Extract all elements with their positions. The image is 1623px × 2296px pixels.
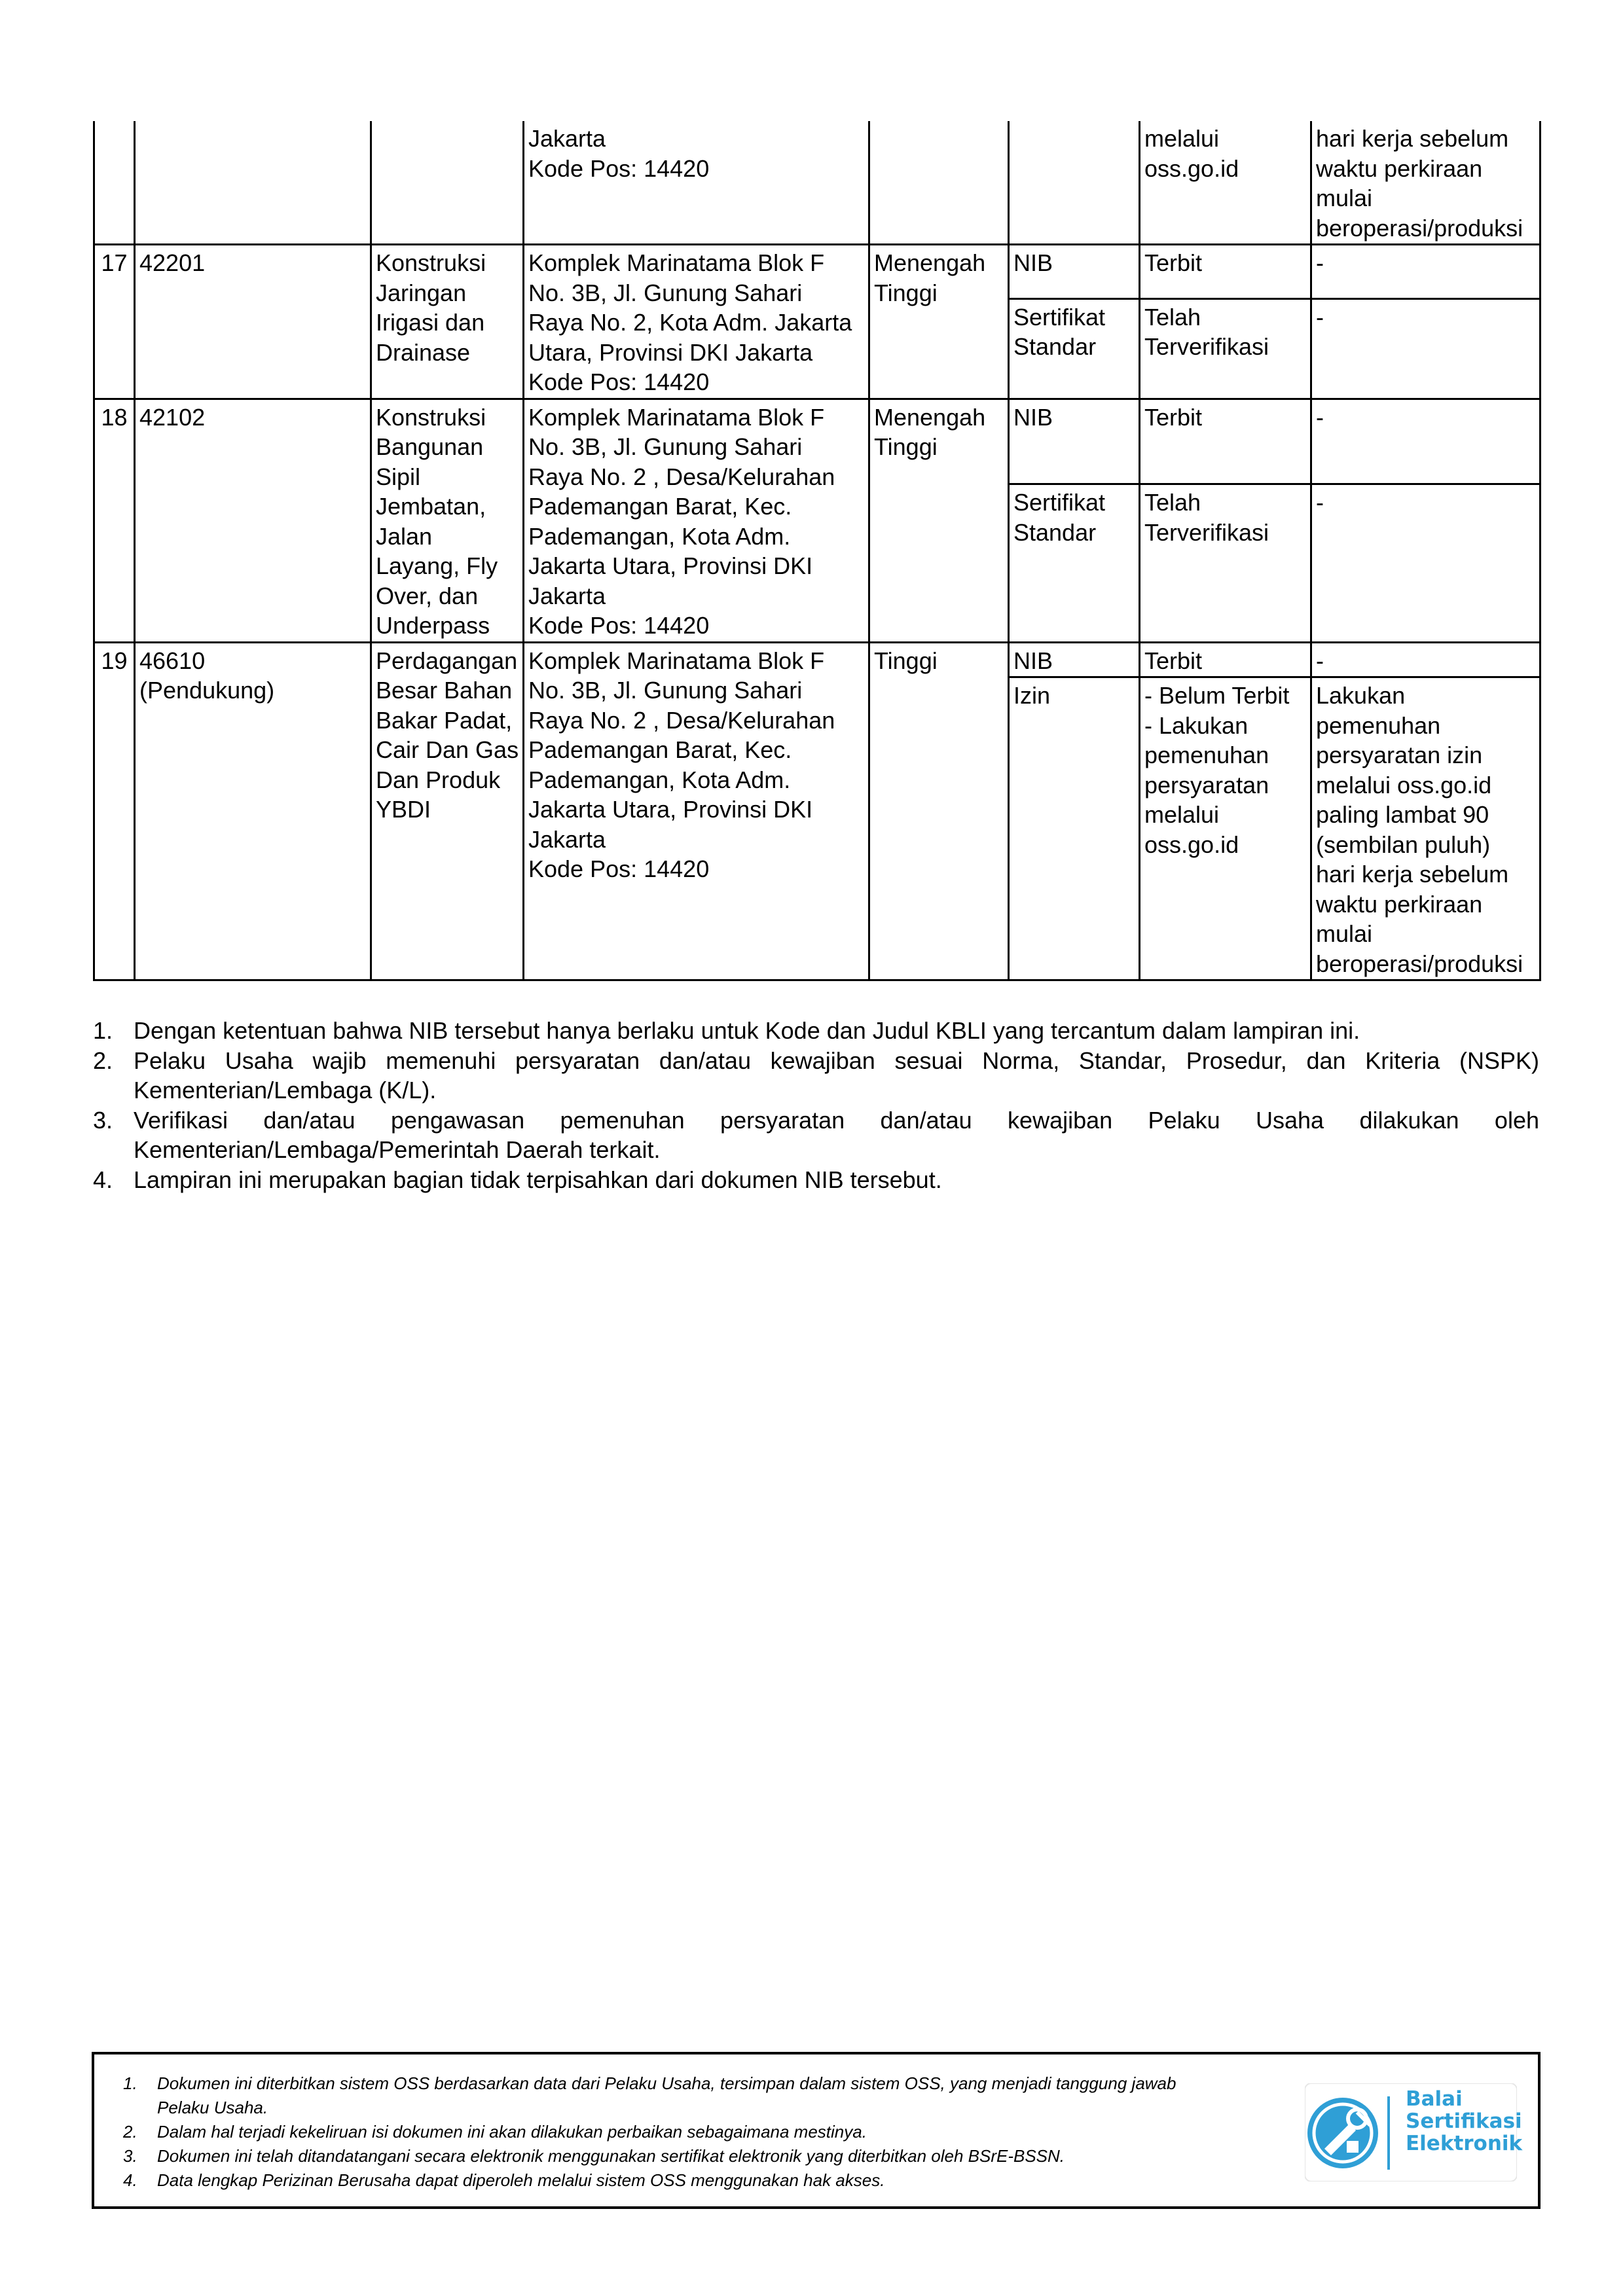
table-row	[94, 121, 1541, 245]
keterangan-cell-line: -	[1316, 303, 1324, 331]
status-cell	[1140, 677, 1311, 980]
alamat-cell-line: No. 3B, Jl. Gunung Sahari	[528, 279, 803, 306]
judul-kbli-cell	[371, 642, 524, 980]
no-cell: 17	[94, 245, 135, 399]
jenis-perizinan-cell	[1009, 399, 1140, 484]
judul-kbli-cell-line: Besar Bahan	[376, 677, 513, 704]
keterangan-cell-line: Lakukan	[1316, 682, 1406, 709]
jenis-perizinan-cell	[1009, 245, 1140, 299]
keterangan-cell-line: hari kerja sebelum	[1316, 125, 1509, 152]
note-text: Pelaku Usaha wajib memenuhi persyaratan dan/atau kewajiban sesuai Norma, Standar, Prosedur, dan Kriteria (NSPK) Kementerian/Lembaga (K/L).	[134, 1047, 1539, 1103]
alamat-cell-line: Kode Pos: 14420	[528, 154, 710, 182]
jenis-perizinan-cell-line: Standar	[1013, 518, 1097, 546]
notes-list	[93, 1016, 1539, 1194]
jenis-perizinan-cell	[1009, 121, 1140, 245]
judul-kbli-cell-line: Bangunan	[376, 433, 484, 460]
note-text: Dengan ketentuan bahwa NIB tersebut hanya berlaku untuk Kode dan Judul KBLI yang tercantum dalam lampiran ini.	[134, 1017, 1360, 1044]
kode-kbli-cell-line: (Pendukung)	[139, 677, 275, 704]
judul-kbli-cell-line: Konstruksi	[376, 249, 486, 276]
alamat-cell	[524, 245, 869, 399]
bsre-certificate-icon	[1307, 2098, 1378, 2168]
jenis-perizinan-cell	[1009, 298, 1140, 399]
keterangan-cell	[1311, 298, 1541, 399]
alamat-cell-line: Komplek Marinatama Blok F	[528, 249, 825, 276]
status-cell-line: Terbit	[1144, 249, 1203, 276]
alamat-cell-line: Jakarta	[528, 825, 606, 853]
kode-kbli-cell-line: 42102	[139, 403, 206, 431]
keterangan-cell-line: mulai	[1316, 185, 1373, 211]
status-cell-line: melalui	[1144, 125, 1220, 152]
jenis-perizinan-cell	[1009, 484, 1140, 643]
status-cell	[1140, 245, 1311, 299]
status-cell-line: - Lakukan	[1144, 711, 1249, 739]
note-number: 3.	[93, 1106, 113, 1134]
alamat-cell-line: Jakarta	[528, 582, 606, 609]
jenis-perizinan-cell	[1009, 677, 1140, 980]
judul-kbli-cell-line: Sipil	[376, 463, 421, 490]
footer-item-number: 4.	[123, 2170, 137, 2190]
note-item	[93, 1016, 1539, 1046]
status-cell-line: Telah	[1144, 303, 1201, 331]
judul-kbli-cell-line: YBDI	[376, 796, 431, 823]
alamat-cell-line: Kode Pos: 14420	[528, 612, 710, 639]
table-row	[94, 245, 1541, 299]
footer-item-number: 1.	[123, 2073, 137, 2093]
keterangan-cell-line: waktu perkiraan	[1316, 890, 1483, 918]
logo-text-line: Elektronik	[1406, 2132, 1523, 2155]
alamat-cell-line: No. 3B, Jl. Gunung Sahari	[528, 677, 803, 704]
keterangan-cell	[1311, 399, 1541, 484]
table-row	[94, 399, 1541, 484]
table-row	[94, 642, 1541, 677]
jenis-perizinan-cell	[1009, 642, 1140, 677]
keterangan-cell-line: mulai	[1316, 920, 1373, 947]
status-cell-line: pemenuhan	[1144, 742, 1269, 768]
note-item	[93, 1165, 1539, 1195]
alamat-cell-line: Kode Pos: 14420	[528, 855, 710, 882]
risiko-cell	[869, 245, 1009, 399]
alamat-cell-line: Komplek Marinatama Blok F	[528, 403, 825, 431]
judul-kbli-cell-line: Irigasi dan	[376, 309, 485, 336]
footer-item	[109, 2120, 1412, 2144]
footer-item	[109, 2072, 1412, 2120]
status-cell	[1140, 399, 1311, 484]
alamat-cell-line: Raya No. 2 , Desa/Kelurahan	[528, 706, 835, 734]
status-cell-line: Terbit	[1144, 647, 1203, 674]
keterangan-cell	[1311, 121, 1541, 245]
footer-item-text: Data lengkap Perizinan Berusaha dapat diperoleh melalui sistem OSS menggunakan hak akses.	[157, 2170, 885, 2190]
status-cell	[1140, 298, 1311, 399]
keterangan-cell-line: beroperasi/produksi	[1316, 950, 1523, 977]
note-text: Lampiran ini merupakan bagian tidak terpisahkan dari dokumen NIB tersebut.	[134, 1166, 942, 1193]
status-cell-line: Terverifikasi	[1144, 333, 1269, 361]
logo-text-line: Sertifikasi	[1406, 2109, 1522, 2133]
keterangan-cell	[1311, 677, 1541, 980]
note-number: 4.	[93, 1166, 113, 1193]
alamat-cell-line: Jakarta Utara, Provinsi DKI	[528, 796, 813, 823]
judul-kbli-cell-line: Konstruksi	[376, 403, 486, 431]
risiko-cell-line: Menengah	[874, 249, 986, 276]
keterangan-cell-line: hari kerja sebelum	[1316, 861, 1509, 888]
alamat-cell-line: Jakarta	[528, 125, 606, 152]
judul-kbli-cell-line: Bakar Padat,	[376, 706, 513, 734]
judul-kbli-cell-line: Over, dan	[376, 582, 479, 609]
jenis-perizinan-cell-line: NIB	[1013, 647, 1053, 674]
keterangan-cell-line: -	[1316, 403, 1324, 431]
kode-kbli-cell	[135, 245, 371, 399]
footer-item-text: Pelaku Usaha.	[157, 2098, 268, 2117]
footer-item	[109, 2144, 1412, 2168]
judul-kbli-cell-line: Drainase	[376, 338, 471, 366]
note-item	[93, 1046, 1539, 1105]
footer-item-text: Dalam hal terjadi kekeliruan isi dokumen ini akan dilakukan perbaikan sebagaimana mestinya.	[157, 2122, 867, 2142]
judul-kbli-cell-line: Jalan	[376, 522, 433, 550]
status-cell-line: oss.go.id	[1144, 154, 1239, 182]
judul-kbli-cell-line: Cair Dan Gas	[376, 736, 519, 763]
kode-kbli-cell	[135, 399, 371, 642]
status-cell-line: - Belum Terbit	[1144, 682, 1290, 709]
judul-kbli-cell-line: Jembatan,	[376, 493, 486, 520]
status-cell-line: Telah	[1144, 489, 1201, 516]
alamat-cell-line: Komplek Marinatama Blok F	[528, 647, 825, 674]
risiko-cell-line: Menengah	[874, 403, 986, 431]
status-cell-line: oss.go.id	[1144, 831, 1239, 858]
kode-kbli-cell-line: 42201	[139, 249, 206, 276]
alamat-cell-line: Pademangan Barat, Kec.	[528, 736, 792, 763]
status-cell-line: persyaratan	[1144, 771, 1269, 798]
judul-kbli-cell-line: Underpass	[376, 612, 490, 639]
judul-kbli-cell-line: Jaringan	[376, 279, 467, 306]
note-item	[93, 1105, 1539, 1165]
footer-item-number: 3.	[123, 2146, 137, 2166]
keterangan-cell-line: persyaratan izin	[1316, 742, 1483, 768]
alamat-cell-line: Utara, Provinsi DKI Jakarta	[528, 338, 813, 366]
footer-item-text: Dokumen ini telah ditandatangani secara elektronik menggunakan sertifikat elektronik yang diterbitkan oleh BSrE-BSSN.	[157, 2146, 1065, 2166]
judul-kbli-cell-line: Perdagangan	[376, 647, 518, 674]
keterangan-cell-line: pemenuhan	[1316, 711, 1441, 739]
keterangan-cell-line: -	[1316, 249, 1324, 276]
footer-item	[109, 2168, 1412, 2193]
alamat-cell-line: Jakarta Utara, Provinsi DKI	[528, 552, 813, 579]
kode-kbli-cell	[135, 121, 371, 245]
status-cell	[1140, 121, 1311, 245]
keterangan-cell-line: (sembilan puluh)	[1316, 831, 1491, 858]
note-text: Verifikasi dan/atau pengawasan pemenuhan persyaratan dan/atau kewajiban Pelaku Usaha dilakukan oleh Kementerian/Lembaga/Pemerintah Daerah terkait.	[134, 1106, 1539, 1163]
keterangan-cell	[1311, 484, 1541, 643]
footer-box	[92, 2052, 1541, 2209]
alamat-cell-line: Pademangan Barat, Kec.	[528, 493, 792, 520]
keterangan-cell	[1311, 245, 1541, 299]
jenis-perizinan-cell-line: Sertifikat	[1013, 489, 1106, 516]
jenis-perizinan-cell-line: Sertifikat	[1013, 303, 1106, 331]
jenis-perizinan-cell-line: NIB	[1013, 249, 1053, 276]
risiko-cell-line: Tinggi	[874, 279, 938, 306]
alamat-cell-line: Raya No. 2, Kota Adm. Jakarta	[528, 309, 852, 336]
alamat-cell	[524, 121, 869, 245]
alamat-cell-line: Pademangan, Kota Adm.	[528, 522, 791, 550]
risiko-cell-line: Tinggi	[874, 433, 938, 460]
judul-kbli-cell	[371, 121, 524, 245]
bsre-logo-text	[1406, 2088, 1522, 2155]
alamat-cell	[524, 399, 869, 642]
footer-item-text: Dokumen ini diterbitkan sistem OSS berdasarkan data dari Pelaku Usaha, tersimpan dalam sistem OSS, yang menjadi tanggung jawab	[157, 2073, 1176, 2093]
alamat-cell-line: Raya No. 2 , Desa/Kelurahan	[528, 463, 835, 490]
no-cell: 19	[94, 642, 135, 980]
keterangan-cell-line: paling lambat 90	[1316, 801, 1489, 828]
note-number: 2.	[93, 1047, 113, 1074]
kbli-table	[93, 121, 1541, 981]
risiko-cell	[869, 642, 1009, 980]
kode-kbli-cell-line: 46610	[139, 647, 206, 674]
no-cell	[94, 121, 135, 245]
judul-kbli-cell-line: Dan Produk	[376, 766, 501, 793]
alamat-cell	[524, 642, 869, 980]
note-number: 1.	[93, 1017, 113, 1044]
status-cell	[1140, 484, 1311, 643]
keterangan-cell-line: -	[1316, 647, 1324, 674]
alamat-cell-line: Pademangan, Kota Adm.	[528, 766, 791, 793]
logo-text-line: Balai	[1406, 2087, 1463, 2111]
footer-item-number: 2.	[123, 2122, 137, 2142]
jenis-perizinan-cell-line: Izin	[1013, 682, 1051, 709]
judul-kbli-cell-line: Layang, Fly	[376, 552, 498, 579]
status-cell	[1140, 642, 1311, 677]
jenis-perizinan-cell-line: NIB	[1013, 403, 1053, 431]
keterangan-cell-line: -	[1316, 489, 1324, 516]
status-cell-line: Terverifikasi	[1144, 518, 1269, 546]
risiko-cell	[869, 121, 1009, 245]
kode-kbli-cell	[135, 642, 371, 980]
status-cell-line: melalui	[1144, 801, 1220, 828]
keterangan-cell-line: beroperasi/produksi	[1316, 214, 1523, 242]
risiko-cell-line: Tinggi	[874, 647, 938, 674]
judul-kbli-cell	[371, 245, 524, 399]
alamat-cell-line: Kode Pos: 14420	[528, 368, 710, 395]
footer-disclaimer-list	[109, 2072, 1412, 2193]
keterangan-cell	[1311, 642, 1541, 677]
keterangan-cell-line: waktu perkiraan	[1316, 154, 1483, 182]
alamat-cell-line: No. 3B, Jl. Gunung Sahari	[528, 433, 803, 460]
jenis-perizinan-cell-line: Standar	[1013, 333, 1097, 361]
risiko-cell	[869, 399, 1009, 642]
keterangan-cell-line: melalui oss.go.id	[1316, 771, 1492, 798]
judul-kbli-cell	[371, 399, 524, 642]
no-cell: 18	[94, 399, 135, 642]
status-cell-line: Terbit	[1144, 403, 1203, 431]
